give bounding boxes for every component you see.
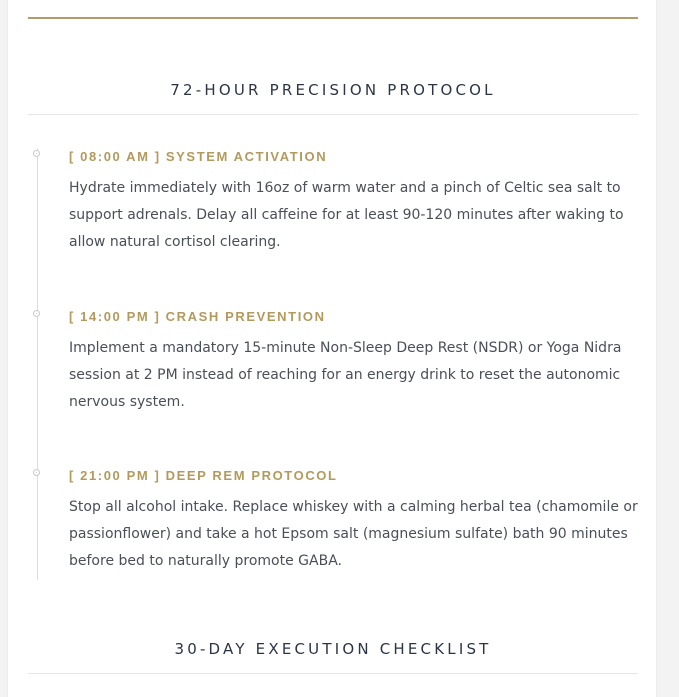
timeline-entry-body: Hydrate immediately with 16oz of warm water and a pinch of Celtic sea salt to support adrenals. Delay all caffeine for at least 90-120 minutes after waking to allow natural cortisol clearing. bbox=[69, 180, 624, 250]
checklist-section-title: 30-DAY EXECUTION CHECKLIST bbox=[174, 640, 492, 658]
protocol-title-divider bbox=[28, 114, 638, 115]
protocol-section-title: 72-HOUR PRECISION PROTOCOL bbox=[170, 81, 496, 99]
timeline-entry-body: Implement a mandatory 15-minute Non-Sleep Deep Rest (NSDR) or Yoga Nidra session at 2 PM instead of reaching for an energy drink to reset the autonomic nervous system. bbox=[69, 340, 622, 410]
timeline-entry-heading: [ 21:00 PM ] DEEP REM PROTOCOL bbox=[69, 468, 338, 483]
timeline-dot-icon bbox=[33, 310, 40, 317]
timeline-entry-heading: [ 08:00 AM ] SYSTEM ACTIVATION bbox=[69, 149, 328, 164]
timeline-entry-heading: [ 14:00 PM ] CRASH PREVENTION bbox=[69, 309, 326, 324]
protocol-timeline bbox=[8, 120, 658, 580]
top-accent-divider bbox=[28, 17, 638, 19]
timeline-dot-icon bbox=[33, 150, 40, 157]
timeline-dot-icon bbox=[33, 469, 40, 476]
timeline-entry-body: Stop all alcohol intake. Replace whiskey with a calming herbal tea (chamomile or passionflower) and take a hot Epsom salt (magnesium sulfate) bath 90 minutes before bed to naturally promote GABA. bbox=[69, 499, 638, 569]
checklist-title-divider bbox=[28, 673, 638, 674]
page-card bbox=[7, 0, 657, 697]
timeline-line bbox=[37, 148, 38, 580]
